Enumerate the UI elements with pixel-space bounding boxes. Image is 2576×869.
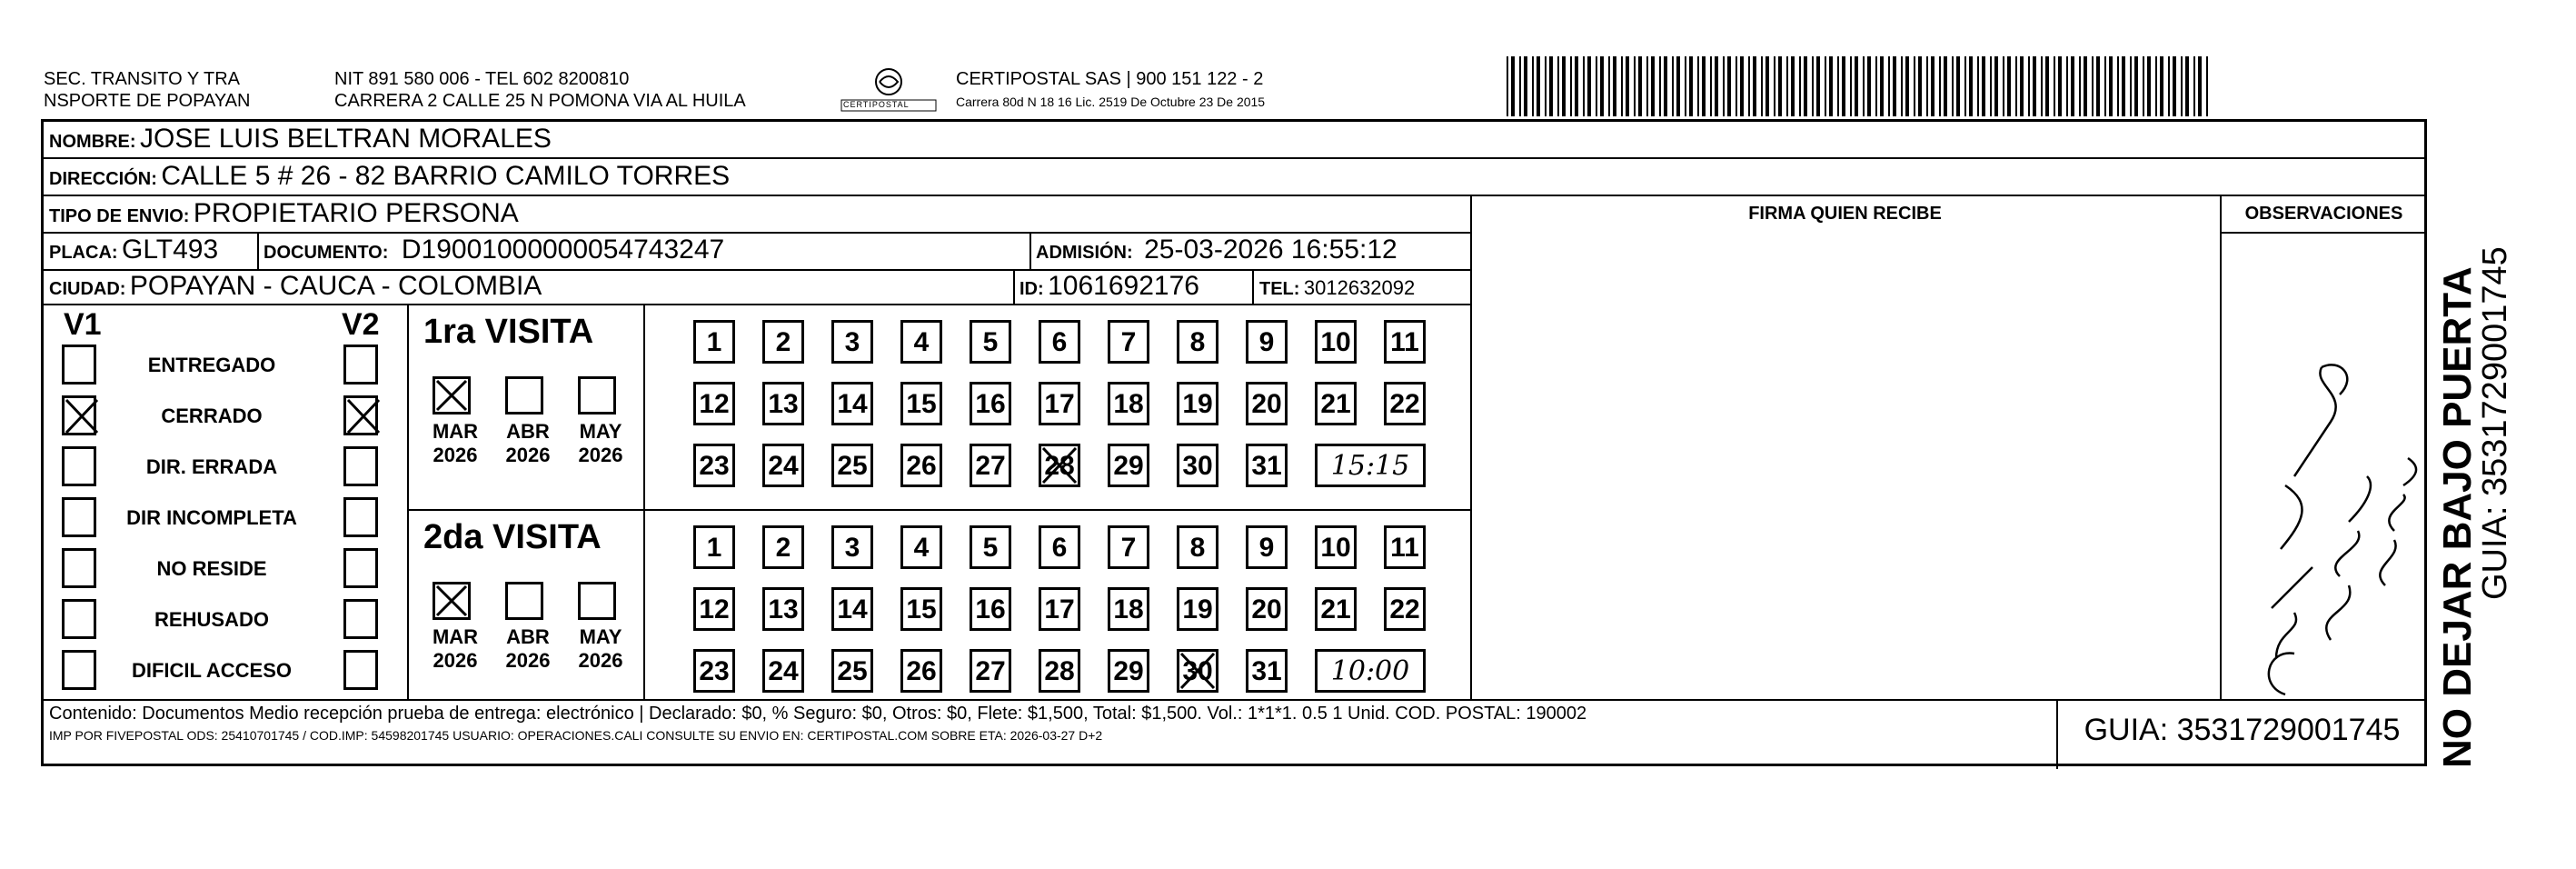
day-box[interactable]: 29: [1108, 444, 1149, 487]
status-label: ENTREGADO: [147, 354, 276, 376]
day-box[interactable]: 8: [1177, 320, 1218, 364]
day-box[interactable]: 20: [1246, 587, 1288, 631]
delivery-form: [41, 119, 2427, 766]
day-box[interactable]: 9: [1246, 525, 1288, 569]
day-box[interactable]: 21: [1315, 382, 1357, 425]
admision-value: 25-03-2026 16:55:12: [1144, 235, 1397, 265]
status-label: CERRADO: [161, 405, 263, 427]
v2-checkbox[interactable]: [343, 650, 378, 690]
day-box[interactable]: 15: [900, 382, 942, 425]
nombre-row: [49, 124, 552, 159]
month-checkbox[interactable]: [433, 582, 471, 620]
day-box[interactable]: 24: [762, 649, 804, 693]
admision-field: [1036, 235, 1397, 270]
status-label: NO RESIDE: [156, 557, 267, 580]
day-box[interactable]: 17: [1039, 382, 1080, 425]
day-box[interactable]: 23: [693, 444, 735, 487]
day-box[interactable]: 16: [970, 382, 1011, 425]
status-label: DIFICIL ACCESO: [131, 659, 292, 682]
carrier-line-1: CERTIPOSTAL SAS | 900 151 122 - 2: [956, 69, 1264, 89]
tipo-label: TIPO DE ENVIO:: [49, 206, 190, 226]
day-box[interactable]: 16: [970, 587, 1011, 631]
observaciones-handwriting: [2222, 340, 2426, 699]
ciudad-field: [49, 271, 542, 306]
v1-checkbox[interactable]: [62, 548, 96, 588]
observaciones-header: OBSERVACIONES: [2244, 204, 2403, 224]
visit-title: 2da VISITA: [423, 518, 602, 556]
v2-checkbox[interactable]: [343, 497, 378, 537]
day-box[interactable]: 31: [1246, 444, 1288, 487]
day-box[interactable]: 14: [831, 382, 873, 425]
agency-block: [44, 68, 250, 112]
day-box[interactable]: 6: [1039, 320, 1080, 364]
day-box[interactable]: 11: [1384, 320, 1426, 364]
tipo-row: [49, 198, 519, 234]
day-box[interactable]: 20: [1246, 382, 1288, 425]
ciudad-value: POPAYAN - CAUCA - COLOMBIA: [129, 271, 542, 301]
day-box[interactable]: 30: [1177, 444, 1218, 487]
day-box[interactable]: 22: [1384, 587, 1426, 631]
month-label: [569, 625, 632, 673]
nombre-label: NOMBRE:: [49, 132, 136, 152]
month-label: [496, 420, 560, 467]
nombre-value: JOSE LUIS BELTRAN MORALES: [140, 124, 552, 154]
tel-label: TEL:: [1259, 279, 1300, 299]
month-year: 2026: [578, 649, 623, 672]
month-checkbox[interactable]: [433, 376, 471, 415]
visit-title: 1ra VISITA: [423, 313, 594, 351]
v2-checkbox[interactable]: [343, 345, 378, 385]
day-box[interactable]: 21: [1315, 587, 1357, 631]
month-label: [423, 625, 487, 673]
day-box[interactable]: 14: [831, 587, 873, 631]
month-name: MAR: [432, 420, 479, 443]
v1-checkbox[interactable]: [62, 446, 96, 486]
month-year: 2026: [578, 444, 623, 466]
month-name: MAR: [432, 625, 479, 648]
status-label: REHUSADO: [154, 608, 269, 631]
day-box[interactable]: 31: [1246, 649, 1288, 693]
day-cross-mark: [1179, 652, 1216, 702]
month-year: 2026: [505, 444, 551, 466]
id-field: [1019, 271, 1199, 306]
day-box[interactable]: 28: [1039, 649, 1080, 693]
footer-guia: GUIA: 3531729001745: [2084, 713, 2401, 747]
day-box[interactable]: 6: [1039, 525, 1080, 569]
day-box[interactable]: 17: [1039, 587, 1080, 631]
v1-checkbox[interactable]: [62, 345, 96, 385]
nit-line-2: CARRERA 2 CALLE 25 N POMONA VIA AL HUILA: [334, 91, 746, 111]
month-label: [496, 625, 560, 673]
day-box[interactable]: 7: [1108, 525, 1149, 569]
direccion-row: [49, 161, 730, 196]
month-checkbox[interactable]: [578, 582, 616, 620]
v2-checkbox[interactable]: [343, 599, 378, 639]
nit-line-1: NIT 891 580 006 - TEL 602 8200810: [334, 69, 630, 89]
v2-checkbox[interactable]: [343, 446, 378, 486]
day-box[interactable]: 26: [900, 649, 942, 693]
day-box[interactable]: 27: [970, 444, 1011, 487]
side-guia: GUIA: 3531729001745: [2476, 246, 2514, 600]
admision-label: ADMISIÓN:: [1036, 243, 1133, 263]
tel-field: [1259, 273, 1415, 306]
day-box[interactable]: 1: [693, 320, 735, 364]
agency-line-2: NSPORTE DE POPAYAN: [44, 91, 251, 111]
month-checkbox[interactable]: [578, 376, 616, 415]
status-label: DIR INCOMPLETA: [126, 506, 297, 529]
day-box[interactable]: 28: [1039, 444, 1080, 487]
v2-header: V2: [342, 307, 380, 342]
day-box[interactable]: 18: [1108, 382, 1149, 425]
v1-checkbox[interactable]: [62, 497, 96, 537]
agency-line-1: SEC. TRANSITO Y TRA: [44, 69, 240, 89]
day-box[interactable]: 12: [693, 382, 735, 425]
id-value: 1061692176: [1048, 271, 1199, 301]
month-year: 2026: [433, 649, 478, 672]
day-box[interactable]: 19: [1177, 587, 1218, 631]
placa-label: PLACA:: [49, 243, 118, 263]
v1-checkbox[interactable]: [62, 395, 96, 435]
ciudad-label: CIUDAD:: [49, 279, 126, 299]
day-box[interactable]: 23: [693, 649, 735, 693]
month-label: [569, 420, 632, 467]
firma-header: FIRMA QUIEN RECIBE: [1748, 204, 1942, 224]
day-box[interactable]: 3: [831, 320, 873, 364]
day-box[interactable]: 4: [900, 525, 942, 569]
documento-value: D19001000000054743247: [401, 235, 725, 265]
footer-line-1: Contenido: Documentos Medio recepción prueba de entrega: electrónico | Declarado: $0, % Seguro: $0, Otros: $0, Flete: $1,500, Total: $1,500. Vol.: 1*1*1. 0.5 1 Unid. COD. POSTAL: 190002: [49, 704, 1587, 724]
day-box[interactable]: 27: [970, 649, 1011, 693]
direccion-label: DIRECCIÓN:: [49, 169, 157, 189]
nit-block: [334, 68, 746, 112]
day-box[interactable]: 11: [1384, 525, 1426, 569]
id-label: ID:: [1019, 279, 1044, 299]
day-box[interactable]: 7: [1108, 320, 1149, 364]
documento-label: DOCUMENTO:: [264, 243, 389, 263]
day-box[interactable]: 13: [762, 382, 804, 425]
day-box[interactable]: 18: [1108, 587, 1149, 631]
day-box[interactable]: 5: [970, 525, 1011, 569]
month-year: 2026: [433, 444, 478, 466]
month-name: MAY: [579, 625, 622, 648]
day-box[interactable]: 19: [1177, 382, 1218, 425]
carrier-line-2: Carrera 80d N 18 16 Lic. 2519 De Octubre 23 De 2015: [956, 95, 1266, 109]
month-name: ABR: [506, 420, 550, 443]
v2-checkbox[interactable]: [343, 548, 378, 588]
placa-value: GLT493: [122, 235, 219, 265]
day-box[interactable]: 9: [1246, 320, 1288, 364]
day-box[interactable]: 10: [1315, 320, 1357, 364]
footer-line-2: IMP POR FIVEPOSTAL ODS: 25410701745 / COD.IMP: 54598201745 USUARIO: OPERACIONES.CALI CONSULTE SU ENVIO EN: CERTIPOSTAL.COM SOBRE ETA: 2026-03-27 D+2: [49, 728, 1103, 743]
day-box[interactable]: 30: [1177, 649, 1218, 693]
day-cross-mark: [1041, 446, 1078, 496]
month-year: 2026: [505, 649, 551, 672]
day-box[interactable]: 25: [831, 649, 873, 693]
month-name: MAY: [579, 420, 622, 443]
no-dejar-warning: NO DEJAR BAJO PUERTA: [2435, 266, 2480, 768]
day-box[interactable]: 26: [900, 444, 942, 487]
day-box[interactable]: 4: [900, 320, 942, 364]
logo-text: CERTIPOSTAL: [843, 100, 910, 109]
v2-checkbox[interactable]: [343, 395, 378, 435]
certipostal-logo: [836, 65, 945, 116]
day-box[interactable]: 12: [693, 587, 735, 631]
day-box[interactable]: 5: [970, 320, 1011, 364]
day-box[interactable]: 22: [1384, 382, 1426, 425]
month-name: ABR: [506, 625, 550, 648]
month-checkbox[interactable]: [505, 582, 543, 620]
day-box[interactable]: 3: [831, 525, 873, 569]
direccion-value: CALLE 5 # 26 - 82 BARRIO CAMILO TORRES: [161, 161, 731, 191]
carrier-block: [956, 68, 1265, 110]
day-box[interactable]: 1: [693, 525, 735, 569]
day-box[interactable]: 13: [762, 587, 804, 631]
day-box[interactable]: 25: [831, 444, 873, 487]
barcode: [1507, 56, 2215, 116]
month-label: [423, 420, 487, 467]
day-box[interactable]: 29: [1108, 649, 1149, 693]
day-box[interactable]: 8: [1177, 525, 1218, 569]
handwritten-time: 15:15: [1315, 444, 1426, 487]
v1-checkbox[interactable]: [62, 650, 96, 690]
documento-field: [264, 235, 724, 270]
day-box[interactable]: 24: [762, 444, 804, 487]
day-box[interactable]: 2: [762, 320, 804, 364]
day-box[interactable]: 10: [1315, 525, 1357, 569]
v1-header: V1: [64, 307, 102, 342]
v1-checkbox[interactable]: [62, 599, 96, 639]
day-box[interactable]: 15: [900, 587, 942, 631]
footer-details: [49, 704, 1586, 743]
month-checkbox[interactable]: [505, 376, 543, 415]
tel-value: 3012632092: [1303, 276, 1416, 299]
handwritten-time: 10:00: [1315, 649, 1426, 693]
status-label: DIR. ERRADA: [145, 455, 278, 478]
tipo-value: PROPIETARIO PERSONA: [193, 198, 519, 228]
placa-field: [49, 235, 218, 270]
day-box[interactable]: 2: [762, 525, 804, 569]
